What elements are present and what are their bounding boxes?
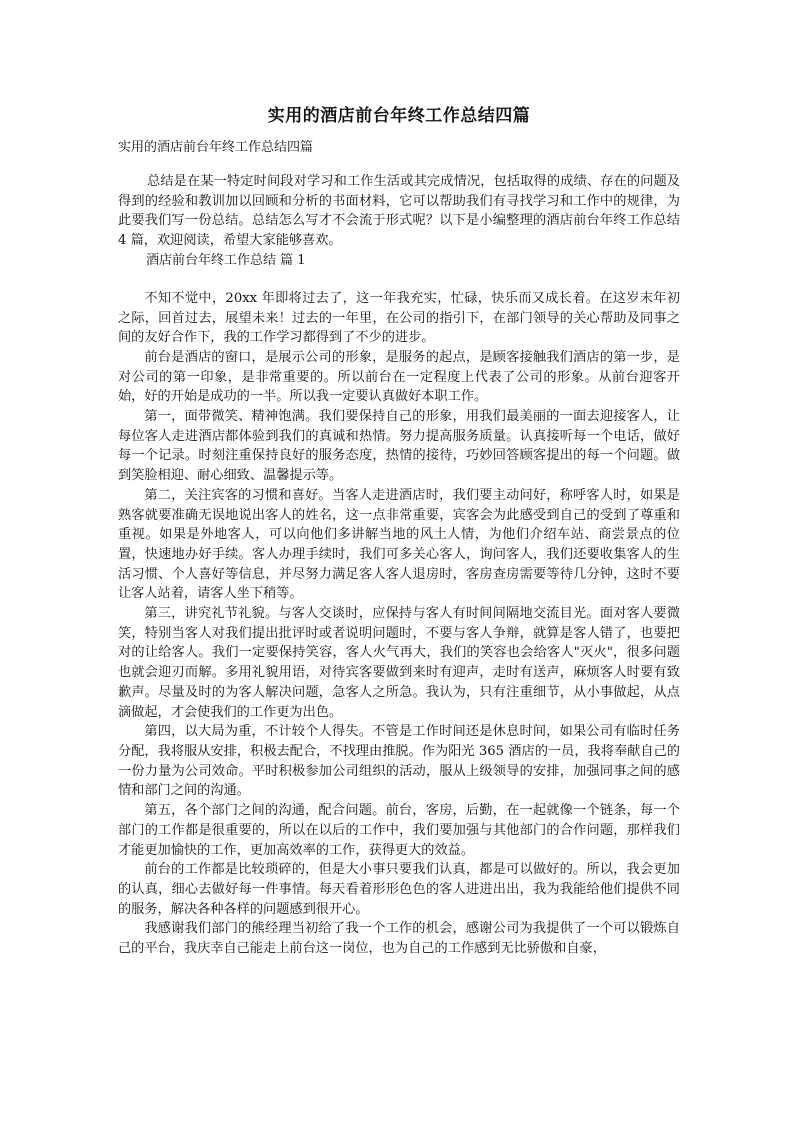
intro-paragraph: 总结是在某一特定时间段对学习和工作生活或其完成情况，包括取得的成绩、存在的问题及得到的经验和教训加以回顾和分析的书面材料，它可以帮助我们有寻找学习和工作中的规律，为此要我们写一份总结。总结怎么写才不会流于形式呢？以下是小编整理的酒店前台年终工作总结 4 篇，欢迎阅读，希望大家能够喜欢。	[118, 174, 680, 249]
section-heading: 酒店前台年终工作总结 篇 1	[146, 252, 306, 268]
body-paragraph: 第三，讲究礼节礼貌。与客人交谈时，应保持与客人有时间间隔地交流目光。面对客人要微笑，特别当客人对我们提出批评时或者说明问题时，不要与客人争辩，就算是客人错了，也要把对的让给客人。我们一定要保持笑容，客人火气再大，我们的笑容也会给客人"灭火"，很多问题也就会迎刃而解。多用礼貌用语，对待宾客要做到来时有迎声，走时有送声，麻烦客人时要有致歉声。尽量及时的为客人解决问题，急客人之所急。我认为，只有注重细节，从小事做起，从点滴做起，才会使我们的工作更为出色。	[118, 606, 680, 720]
document-subtitle: 实用的酒店前台年终工作总结四篇	[118, 140, 314, 155]
body-paragraph: 第二，关注宾客的习惯和喜好。当客人走进酒店时，我们要主动问好，称呼客人时，如果是熟客就要准确无误地说出客人的姓名，这一点非常重要，宾客会为此感受到自己的受到了尊重和重视。如果是外地客人，可以向他们多讲解当地的风土人情，为他们介绍车站、商尝景点的位置，快速地办好手续。客人办理手续时，我们可多关心客人，询问客人，我们还要收集客人的生活习惯、个人喜好等信息，并尽努力满足客人客人退房时，客房查房需要等待几分钟，这时不要让客人站着，请客人坐下稍等。	[118, 487, 680, 602]
document-title: 实用的酒店前台年终工作总结四篇	[267, 106, 531, 126]
body-paragraph: 不知不觉中，20xx 年即将过去了，这一年我充实，忙碌，快乐而又成长着。在这岁末年初之际，回首过去，展望未来！过去的一年里，在公司的指引下，在部门领导的关心帮助及同事之间的友好合作下，我的工作学习都得到了不少的进步。	[118, 290, 680, 346]
body-paragraph: 前台是酒店的窗口，是展示公司的形象，是服务的起点，是顾客接触我们酒店的第一步，是对公司的第一印象，是非常重要的。所以前台在一定程度上代表了公司的形象。从前台迎客开始，好的开始是成功的一半。所以我一定要认真做好本职工作。	[118, 349, 680, 405]
body-paragraph: 第四，以大局为重，不计较个人得失。不管是工作时间还是休息时间，如果公司有临时任务分配，我将服从安排，积极去配合，不找理由推脱。作为阳光 365 酒店的一员，我将奉献自己的一份力量为公司效命。平时积极参加公司组织的活动，服从上级领导的安排，加强同事之间的感情和部门之间的沟通。	[118, 724, 680, 799]
body-paragraph: 前台的工作都是比较琐碎的，但是大小事只要我们认真，都是可以做好的。所以，我会更加的认真，细心去做好每一件事情。每天看着形形色色的客人进进出出，我为我能给他们提供不同的服务，解决各种各样的问题感到很开心。	[118, 862, 680, 917]
document-page	[118, 102, 680, 959]
body-paragraph: 第一，面带微笑、精神饱满。我们要保持自己的形象，用我们最美丽的一面去迎接客人，让每位客人走进酒店都体验到我们的真诚和热情。努力提高服务质量。认真接听每一个电话，做好每一个记录。时刻注重保持良好的服务态度，热情的接待，巧妙回答顾客提出的每一个问题。做到笑脸相迎、耐心细致、温馨提示等。	[118, 409, 680, 484]
body-paragraph: 我感谢我们部门的熊经理当初给了我一个工作的机会，感谢公司为我提供了一个可以锻炼自己的平台，我庆幸自己能走上前台这一岗位，也为自己的工作感到无比骄傲和自豪，	[118, 921, 680, 957]
body-paragraph: 第五，各个部门之间的沟通，配合问题。前台，客房，后勤，在一起就像一个链条，每一个部门的工作都是很重要的，所以在以后的工作中，我们要加强与其他部门的合作问题，那样我们才能更加愉快的工作，更加高效率的工作，获得更大的效益。	[118, 803, 680, 858]
